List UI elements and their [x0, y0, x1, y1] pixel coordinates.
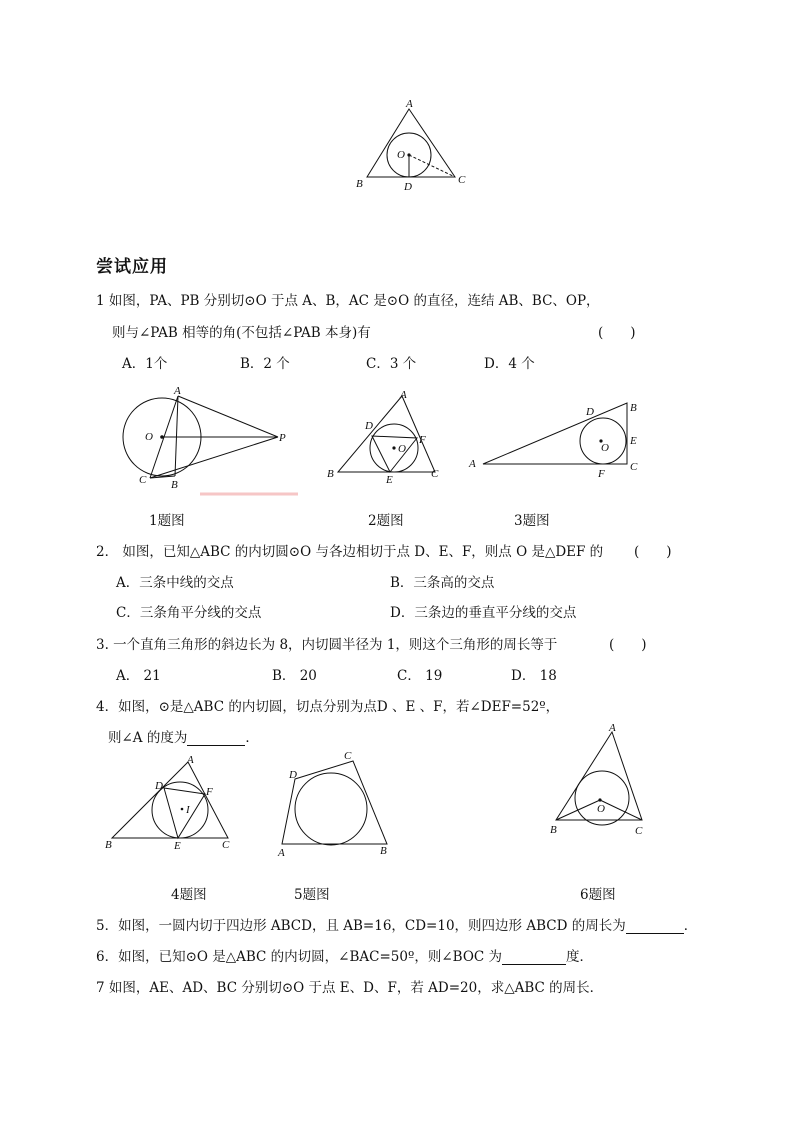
fig1-label-B: B — [171, 479, 178, 491]
q2-option-b: B．三条高的交点 — [390, 575, 495, 591]
q3-text: 3. 一个直角三角形的斜边长为 8，内切圆半径为 1，则这个三角形的周长等于 — [96, 637, 558, 653]
q4-line1: 4．如图，⊙是△ABC 的内切圆，切点分别为点D 、E 、F，若∠DEF=52º， — [96, 699, 560, 715]
fig2-label-D: D — [365, 420, 373, 432]
fig3-label-A: A — [469, 458, 476, 470]
q4-line2-prefix: 则∠A 的度为 — [108, 730, 188, 746]
q5-text — [96, 914, 697, 934]
label-C: C — [458, 174, 466, 186]
fig6-label-A: A — [609, 722, 616, 734]
q3-option-a: A． 21 — [116, 668, 161, 684]
fig1-label-A: A — [174, 385, 181, 397]
q7-text: 7 如图，AE、AD、BC 分别切⊙O 于点 E、D、F，若 AD=20，求△ABC 的周长． — [96, 980, 604, 996]
fig1-label-O: O — [145, 431, 153, 443]
q2-bracket: ( ) — [634, 544, 672, 560]
fig4-label-B: B — [105, 839, 112, 851]
figure-6 — [543, 720, 653, 840]
fig4-label-D: D — [155, 780, 163, 792]
fig5-caption: 5题图 — [294, 887, 330, 903]
figure-3 — [465, 398, 650, 482]
figure-4 — [100, 754, 240, 854]
fig4-label-I: I — [186, 804, 190, 816]
fig3-label-E: E — [630, 435, 637, 447]
fig5-label-A: A — [278, 847, 285, 859]
q2-option-a: A．三条中线的交点 — [116, 575, 234, 591]
label-A: A — [406, 98, 413, 110]
q1-option-d: D．4 个 — [484, 356, 535, 372]
fig2-label-C: C — [431, 468, 439, 480]
q4-line2 — [108, 726, 259, 746]
fig4-label-A: A — [187, 754, 194, 766]
fig6-label-C: C — [635, 825, 643, 837]
q1-option-b: B．2 个 — [240, 356, 290, 372]
fig1-caption: 1题图 — [149, 513, 185, 529]
fig5-label-B: B — [380, 845, 387, 857]
label-B: B — [356, 178, 363, 190]
fig3-label-F: F — [598, 468, 605, 480]
fig5-label-D: D — [289, 769, 297, 781]
figure-5 — [268, 744, 398, 860]
q3-bracket: ( ) — [609, 637, 647, 653]
fig2-label-A: A — [400, 389, 407, 401]
q6-text — [96, 945, 593, 965]
fig5-label-C: C — [344, 750, 352, 762]
q6-answer-blank[interactable] — [502, 950, 566, 965]
q1-option-c: C．3 个 — [366, 356, 417, 372]
fig6-caption: 6题图 — [580, 887, 616, 903]
fig2-label-B: B — [327, 468, 334, 480]
fig3-label-B: B — [630, 402, 637, 414]
q2-option-c: C．三条角平分线的交点 — [116, 605, 262, 621]
fig3-label-D: D — [586, 406, 594, 418]
fig3-caption: 3题图 — [514, 513, 550, 529]
q1-bracket: ( ) — [598, 325, 636, 341]
q4-answer-blank[interactable] — [187, 731, 245, 746]
fig1-label-C: C — [139, 474, 147, 486]
q4-line2-suffix: ． — [245, 730, 259, 746]
fig4-caption: 4题图 — [171, 887, 207, 903]
q2-option-d: D．三条边的垂直平分线的交点 — [390, 605, 577, 621]
fig2-label-O: O — [398, 443, 406, 455]
fig6-label-O: O — [597, 803, 605, 815]
q5-prefix: 5．如图，一圆内切于四边形 ABCD，且 AB=16，CD=10，则四边形 ABCD 的周长为 — [96, 918, 626, 934]
fig6-label-B: B — [550, 824, 557, 836]
q6-prefix: 6．如图，已知⊙O 是△ABC 的内切圆，∠BAC=50º，则∠BOC 为 — [96, 949, 503, 965]
q3-option-d: D． 18 — [511, 668, 557, 684]
section-title: 尝试应用 — [96, 257, 168, 277]
fig2-caption: 2题图 — [368, 513, 404, 529]
q3-option-b: B． 20 — [272, 668, 317, 684]
figure-2 — [320, 386, 445, 484]
fig4-label-E: E — [174, 840, 181, 852]
q1-line1: 1 如图，PA、PB 分别切⊙O 于点 A、B，AC 是⊙O 的直径，连结 AB、BC、OP， — [96, 293, 600, 309]
q1-option-a: A．1个 — [122, 356, 168, 372]
figure-1 — [110, 382, 300, 500]
fig4-label-F: F — [206, 786, 213, 798]
fig2-label-F: F — [419, 434, 426, 446]
q5-answer-blank[interactable] — [626, 919, 684, 934]
label-D: D — [404, 181, 412, 193]
q1-line2: 则与∠PAB 相等的角(不包括∠PAB 本身)有 — [112, 325, 371, 341]
fig4-label-C: C — [222, 839, 230, 851]
top-triangle-figure — [355, 97, 470, 193]
fig1-label-P: P — [279, 432, 286, 444]
fig3-label-C: C — [630, 461, 638, 473]
q3-option-c: C． 19 — [397, 668, 443, 684]
fig3-label-O: O — [601, 442, 609, 454]
q6-suffix: 度． — [566, 949, 594, 965]
q5-suffix: ． — [683, 918, 698, 934]
label-O: O — [397, 149, 405, 161]
fig2-label-E: E — [386, 474, 393, 484]
q2-text: 2． 如图，已知△ABC 的内切圆⊙O 与各边相切于点 D、E、F，则点 O 是△DEF 的 — [96, 544, 604, 560]
